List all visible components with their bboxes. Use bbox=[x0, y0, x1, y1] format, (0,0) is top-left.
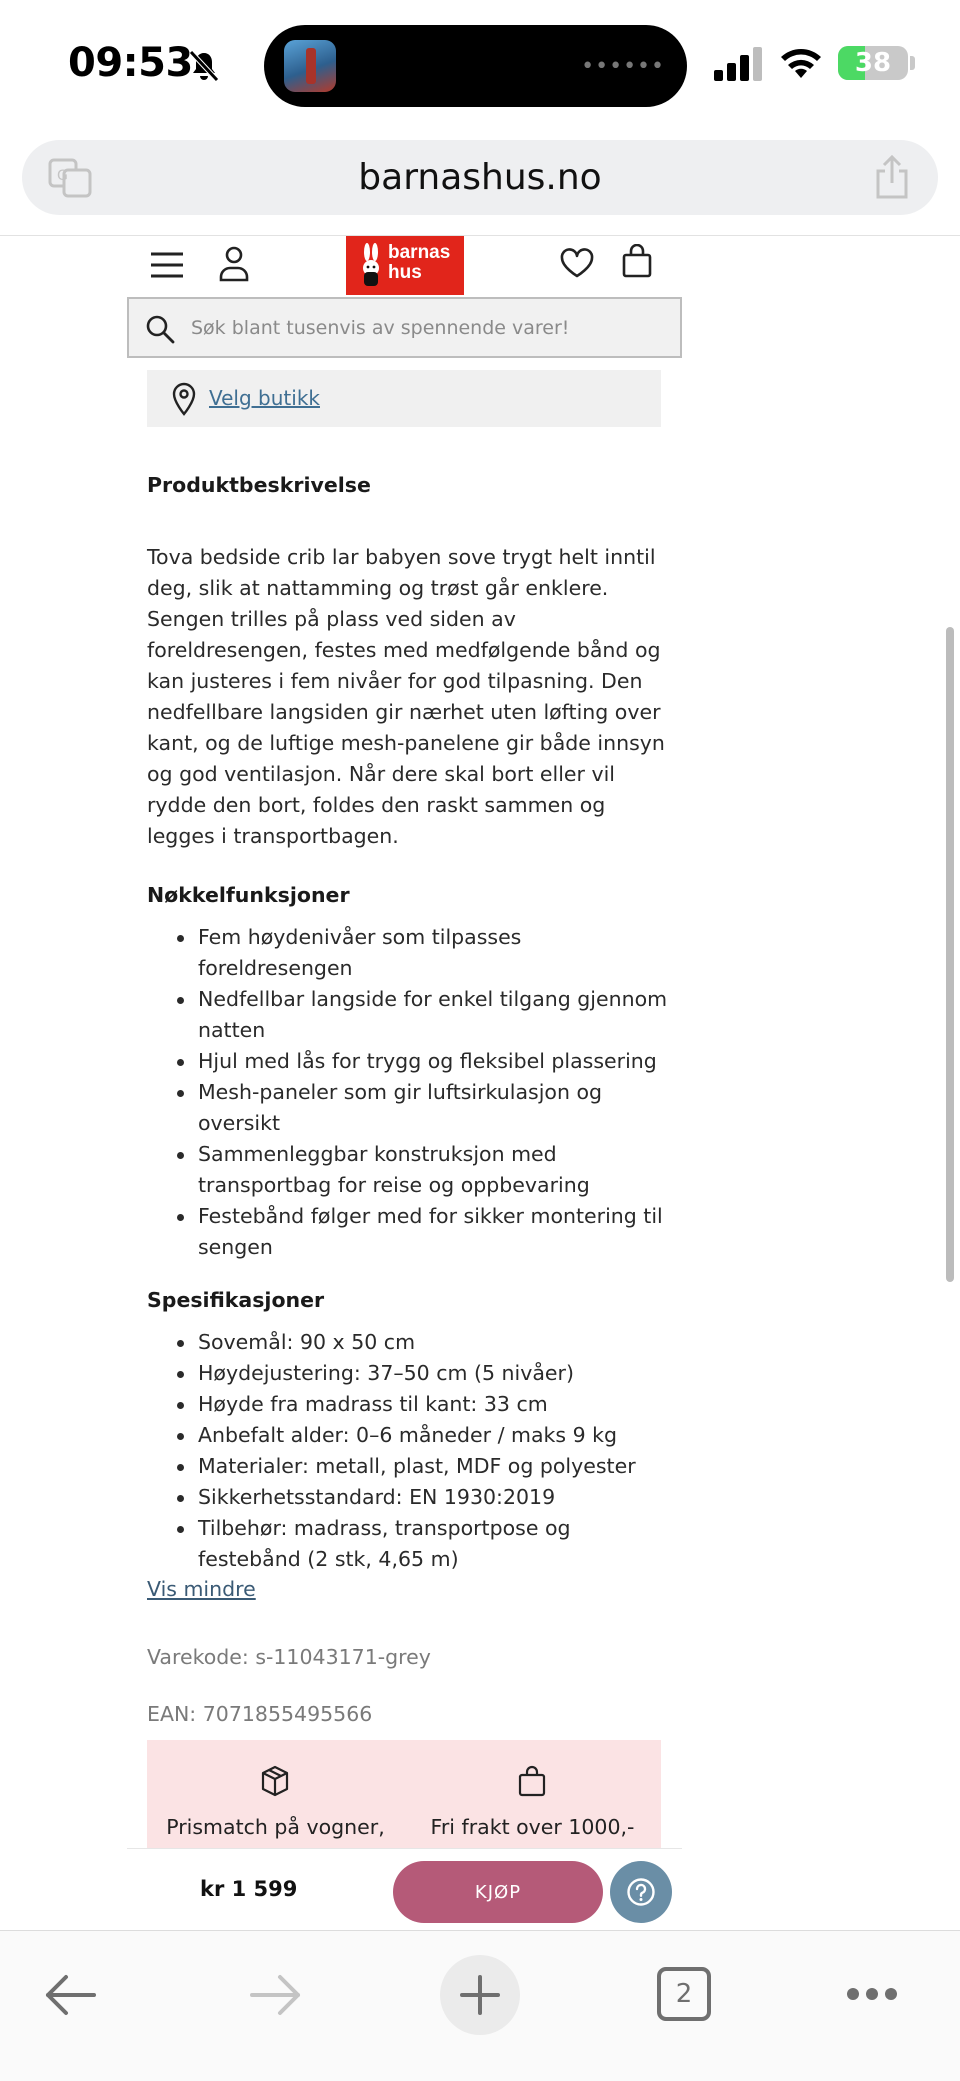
box-icon bbox=[260, 1765, 290, 1797]
perk-price-match bbox=[147, 1740, 404, 1848]
show-less-link[interactable]: Vis mindre bbox=[147, 1577, 256, 1601]
dynamic-island[interactable] bbox=[264, 25, 687, 107]
status-bar bbox=[0, 0, 960, 130]
perk-text: Fri frakt over 1000,- bbox=[430, 1815, 635, 1839]
logo-line1: barnas bbox=[388, 242, 451, 263]
ean-text: EAN: 7071855495566 bbox=[147, 1702, 373, 1726]
cellular-signal-icon bbox=[713, 46, 765, 82]
forward-arrow-icon[interactable] bbox=[250, 1973, 302, 2017]
back-arrow-icon[interactable] bbox=[44, 1973, 96, 2017]
location-pin-icon bbox=[171, 382, 197, 416]
url-text[interactable]: barnashus.no bbox=[358, 157, 602, 198]
battery-tip bbox=[910, 56, 915, 70]
perks-banner bbox=[147, 1740, 661, 1848]
spec-item: Tilbehør: madrass, transportpose og festebånd (2 stk, 4,65 m) bbox=[147, 1513, 672, 1575]
svg-text:G: G bbox=[57, 168, 68, 184]
spec-item: Sovemål: 90 x 50 cm bbox=[147, 1327, 672, 1358]
description-text: Tova bedside crib lar babyen sove trygt helt inntil deg, slik at nattamming og trøst går enklere. Sengen trilles på plass ved siden av foreldresengen, festes med medfølgende bånd og kan justeres i fem nivåer for god tilpasning. Den nedfellbare langsiden gir nærhet uten løfting over kant, og de luftige mesh-panelene gir både innsyn og god ventilasjon. Når dere skal bort eller vil rydde den bort, foldes den raskt sammen og legges i transportbagen. bbox=[147, 545, 665, 848]
buy-button[interactable]: KJØP bbox=[393, 1861, 603, 1923]
spec-item: Høydejustering: 37–50 cm (5 nivåer) bbox=[147, 1358, 672, 1389]
feature-item: Nedfellbar langside for enkel tilgang gjennom natten bbox=[147, 984, 672, 1046]
shopping-bag-icon[interactable] bbox=[622, 244, 652, 278]
feature-item: Festebånd følger med for sikker montering til sengen bbox=[147, 1201, 672, 1263]
sku-text: Varekode: s-11043171-grey bbox=[147, 1645, 431, 1669]
feature-item: Mesh-paneler som gir luftsirkulasjon og oversikt bbox=[147, 1077, 672, 1139]
select-store-link[interactable]: Velg butikk bbox=[209, 386, 320, 410]
spec-item: Høyde fra madrass til kant: 33 cm bbox=[147, 1389, 672, 1420]
feature-item: Sammenleggbar konstruksjon med transportbag for reise og oppbevaring bbox=[147, 1139, 672, 1201]
battery-indicator bbox=[838, 46, 908, 80]
feature-item: Hjul med lås for trygg og fleksibel plassering bbox=[147, 1046, 672, 1077]
more-options-icon[interactable] bbox=[846, 1985, 898, 2003]
island-activity-dots: •••••• bbox=[581, 54, 665, 79]
new-tab-button[interactable] bbox=[440, 1955, 520, 2035]
description-title: Produktbeskrivelse bbox=[147, 473, 371, 497]
logo-line2: hus bbox=[388, 262, 422, 283]
shopping-bag-icon bbox=[517, 1765, 547, 1797]
spec-item: Materialer: metall, plast, MDF og polyester bbox=[147, 1451, 672, 1482]
bell-muted-icon bbox=[186, 48, 222, 84]
battery-percent: 38 bbox=[854, 48, 892, 78]
features-list bbox=[147, 922, 672, 1263]
spec-item: Anbefalt alder: 0–6 måneder / maks 9 kg bbox=[147, 1420, 672, 1451]
features-title: Nøkkelfunksjoner bbox=[147, 883, 350, 907]
store-selector[interactable] bbox=[147, 370, 661, 427]
question-icon bbox=[626, 1877, 656, 1907]
wishlist-heart-icon[interactable] bbox=[560, 248, 594, 278]
product-price: kr 1 599 bbox=[200, 1877, 298, 1901]
perk-text: Prismatch på vogner, bbox=[166, 1815, 385, 1839]
logo-wordmark bbox=[388, 243, 450, 283]
browser-toolbar bbox=[0, 1930, 960, 2081]
address-bar[interactable] bbox=[22, 140, 938, 215]
share-icon[interactable] bbox=[872, 154, 912, 200]
site-logo[interactable] bbox=[346, 236, 464, 295]
wifi-icon bbox=[778, 44, 824, 80]
feature-item: Fem høydenivåer som tilpasses foreldresengen bbox=[147, 922, 672, 984]
hamburger-menu-icon[interactable] bbox=[150, 248, 184, 282]
plus-icon bbox=[460, 1975, 500, 2015]
site-header bbox=[128, 236, 682, 296]
search-icon bbox=[145, 314, 175, 344]
help-button[interactable] bbox=[610, 1861, 672, 1923]
spec-item: Sikkerhetsstandard: EN 1930:2019 bbox=[147, 1482, 672, 1513]
tab-switcher-button[interactable]: 2 bbox=[657, 1967, 711, 2021]
sticky-buy-bar bbox=[127, 1848, 682, 1930]
page-scrollbar[interactable] bbox=[946, 627, 954, 1282]
search-bar[interactable] bbox=[127, 297, 682, 358]
specs-list bbox=[147, 1327, 672, 1575]
account-icon[interactable] bbox=[218, 244, 250, 284]
now-playing-app-icon[interactable] bbox=[284, 40, 336, 92]
perk-free-shipping bbox=[404, 1740, 661, 1848]
search-input[interactable] bbox=[191, 299, 671, 356]
status-time: 09:53 bbox=[68, 40, 193, 86]
specs-title: Spesifikasjoner bbox=[147, 1288, 325, 1312]
bunny-logo-icon bbox=[360, 242, 382, 288]
